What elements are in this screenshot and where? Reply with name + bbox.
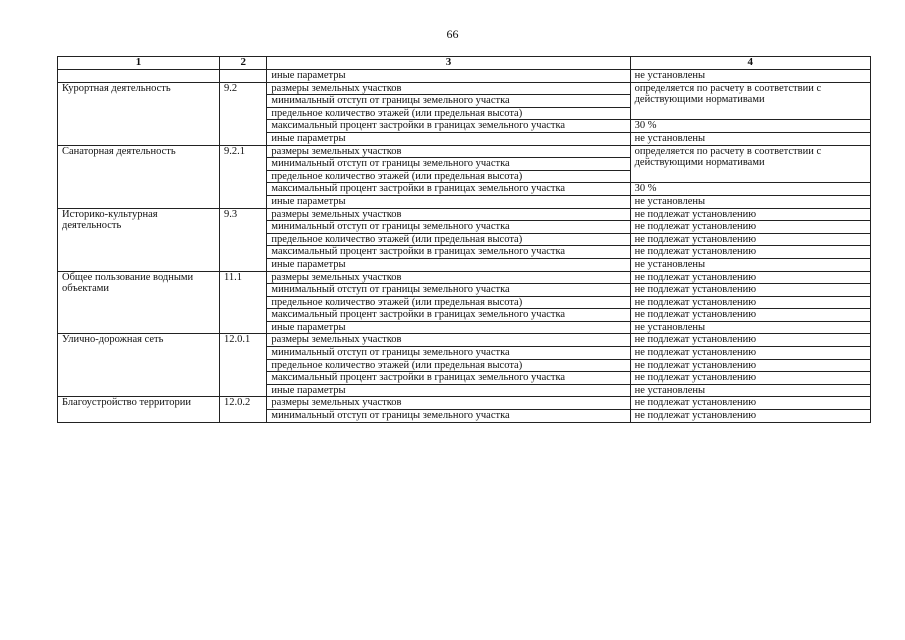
param-name: минимальный отступ от границы земельного участка bbox=[267, 95, 630, 108]
param-name: иные параметры bbox=[267, 384, 630, 397]
param-value: определяется по расчету в соответствии с действующими нормативами bbox=[630, 82, 870, 120]
param-name: размеры земельных участков bbox=[267, 82, 630, 95]
param-value: не подлежат установлению bbox=[630, 284, 870, 297]
use-type-code: 12.0.2 bbox=[219, 397, 266, 422]
param-name: предельное количество этажей (или предельная высота) bbox=[267, 233, 630, 246]
param-value: не подлежат установлению bbox=[630, 246, 870, 259]
param-value: 30 % bbox=[630, 120, 870, 133]
col-header-3: 3 bbox=[267, 57, 630, 70]
param-value: не установлены bbox=[630, 132, 870, 145]
table-row bbox=[58, 70, 871, 83]
use-type-name: Улично-дорожная сеть bbox=[58, 334, 220, 397]
param-name: максимальный процент застройки в границах земельного участка bbox=[267, 309, 630, 322]
param-name: иные параметры bbox=[267, 195, 630, 208]
param-name: иные параметры bbox=[267, 258, 630, 271]
use-type-code: 9.2 bbox=[219, 82, 266, 145]
param-name: минимальный отступ от границы земельного участка bbox=[267, 158, 630, 171]
use-type-code: 9.3 bbox=[219, 208, 266, 271]
param-name: иные параметры bbox=[267, 132, 630, 145]
param-value: не подлежат установлению bbox=[630, 372, 870, 385]
use-type-name: Санаторная деятельность bbox=[58, 145, 220, 208]
param-name: размеры земельных участков bbox=[267, 208, 630, 221]
param-name: максимальный процент застройки в границах земельного участка bbox=[267, 120, 630, 133]
use-type-name: Историко-культурная деятельность bbox=[58, 208, 220, 271]
table-row bbox=[58, 145, 871, 158]
param-name: иные параметры bbox=[267, 70, 630, 83]
param-value: не подлежат установлению bbox=[630, 296, 870, 309]
param-value: не подлежат установлению bbox=[630, 309, 870, 322]
param-value: не подлежат установлению bbox=[630, 347, 870, 360]
use-type-name: Благоустройство территории bbox=[58, 397, 220, 422]
use-type-name: Курортная деятельность bbox=[58, 82, 220, 145]
param-name: минимальный отступ от границы земельного участка bbox=[267, 221, 630, 234]
col-header-2: 2 bbox=[219, 57, 266, 70]
use-type-name: Общее пользование водными объектами bbox=[58, 271, 220, 334]
param-name: размеры земельных участков bbox=[267, 271, 630, 284]
header-row bbox=[58, 57, 871, 70]
param-value: не установлены bbox=[630, 70, 870, 83]
param-name: предельное количество этажей (или предельная высота) bbox=[267, 359, 630, 372]
param-value: не подлежат установлению bbox=[630, 208, 870, 221]
table-row bbox=[58, 208, 871, 221]
param-name: размеры земельных участков bbox=[267, 397, 630, 410]
param-value: не подлежат установлению bbox=[630, 271, 870, 284]
param-value: определяется по расчету в соответствии с действующими нормативами bbox=[630, 145, 870, 183]
use-type-code: 11.1 bbox=[219, 271, 266, 334]
param-value: не установлены bbox=[630, 384, 870, 397]
table-row bbox=[58, 82, 871, 95]
param-name: максимальный процент застройки в границах земельного участка bbox=[267, 246, 630, 259]
param-name: минимальный отступ от границы земельного участка bbox=[267, 410, 630, 423]
param-name: размеры земельных участков bbox=[267, 334, 630, 347]
param-value: не установлены bbox=[630, 321, 870, 334]
param-value: не подлежат установлению bbox=[630, 221, 870, 234]
page-number: 66 bbox=[446, 27, 459, 41]
param-value: не подлежат установлению bbox=[630, 334, 870, 347]
param-name: максимальный процент застройки в границах земельного участка bbox=[267, 183, 630, 196]
land-use-regulations-table bbox=[57, 56, 871, 423]
param-value: не установлены bbox=[630, 258, 870, 271]
use-type-code: 12.0.1 bbox=[219, 334, 266, 397]
table-row bbox=[58, 271, 871, 284]
param-name: предельное количество этажей (или предельная высота) bbox=[267, 296, 630, 309]
param-name: предельное количество этажей (или предельная высота) bbox=[267, 170, 630, 183]
use-type-code bbox=[219, 70, 266, 83]
use-type-code: 9.2.1 bbox=[219, 145, 266, 208]
param-value: 30 % bbox=[630, 183, 870, 196]
param-value: не подлежат установлению bbox=[630, 233, 870, 246]
param-name: минимальный отступ от границы земельного участка bbox=[267, 284, 630, 297]
table-row bbox=[58, 334, 871, 347]
col-header-1: 1 bbox=[58, 57, 220, 70]
col-header-4: 4 bbox=[630, 57, 870, 70]
param-name: максимальный процент застройки в границах земельного участка bbox=[267, 372, 630, 385]
param-value: не подлежат установлению bbox=[630, 397, 870, 410]
param-name: минимальный отступ от границы земельного участка bbox=[267, 347, 630, 360]
param-value: не установлены bbox=[630, 195, 870, 208]
table-row bbox=[58, 397, 871, 410]
param-name: иные параметры bbox=[267, 321, 630, 334]
param-name: предельное количество этажей (или предельная высота) bbox=[267, 107, 630, 120]
param-value: не подлежат установлению bbox=[630, 359, 870, 372]
use-type-name bbox=[58, 70, 220, 83]
param-name: размеры земельных участков bbox=[267, 145, 630, 158]
param-value: не подлежат установлению bbox=[630, 410, 870, 423]
